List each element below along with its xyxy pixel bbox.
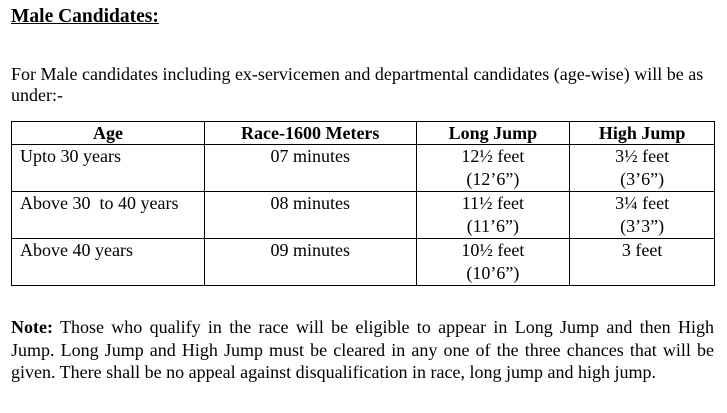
page-title: Male Candidates: xyxy=(11,6,159,27)
cell-race: 08 minutes xyxy=(204,192,416,239)
long-jump-alt-value: (12’6”) xyxy=(466,169,520,189)
table-header-row xyxy=(12,122,715,145)
table-row xyxy=(12,145,715,192)
cell-long-jump xyxy=(416,145,570,192)
intro-paragraph: For Male candidates including ex-servicemen and departmental candidates (age-wise) will be as under:- xyxy=(11,64,704,105)
long-jump-value: 11½ feet xyxy=(461,193,525,213)
long-jump-value: 12½ feet xyxy=(461,146,525,166)
column-header-age: Age xyxy=(12,122,205,145)
high-jump-value: 3 feet xyxy=(621,240,663,260)
long-jump-alt-value: (11’6”) xyxy=(466,216,520,236)
high-jump-alt-value: (3’3”) xyxy=(620,216,665,236)
cell-high-jump xyxy=(570,192,715,239)
long-jump-alt-value: (10’6”) xyxy=(466,263,520,283)
cell-age: Upto 30 years xyxy=(12,145,205,192)
table-row xyxy=(12,192,715,239)
cell-long-jump xyxy=(416,192,570,239)
cell-age: Above 40 years xyxy=(12,239,205,286)
cell-high-jump xyxy=(570,239,715,286)
column-header-long-jump: Long Jump xyxy=(416,122,570,145)
cell-high-jump xyxy=(570,145,715,192)
cell-long-jump xyxy=(416,239,570,286)
cell-race: 09 minutes xyxy=(204,239,416,286)
column-header-race: Race-1600 Meters xyxy=(204,122,416,145)
high-jump-value: 3¼ feet xyxy=(615,193,670,213)
column-header-high-jump: High Jump xyxy=(570,122,715,145)
long-jump-value: 10½ feet xyxy=(461,240,525,260)
physical-criteria-table xyxy=(11,121,715,286)
table-row xyxy=(12,239,715,286)
cell-age: Above 30 to 40 years xyxy=(12,192,205,239)
note-paragraph xyxy=(11,316,714,384)
high-jump-alt-value: (3’6”) xyxy=(620,169,665,189)
note-text: Those who qualify in the race will be eligible to appear in Long Jump and then High Jump. Long Jump and High Jump must be cleared in any one of the three chances that will be given. There shall be no appeal against disqualification in race, long jump and high jump. xyxy=(11,317,714,382)
cell-race: 07 minutes xyxy=(204,145,416,192)
high-jump-value: 3½ feet xyxy=(615,146,670,166)
note-label: Note: xyxy=(11,317,53,337)
